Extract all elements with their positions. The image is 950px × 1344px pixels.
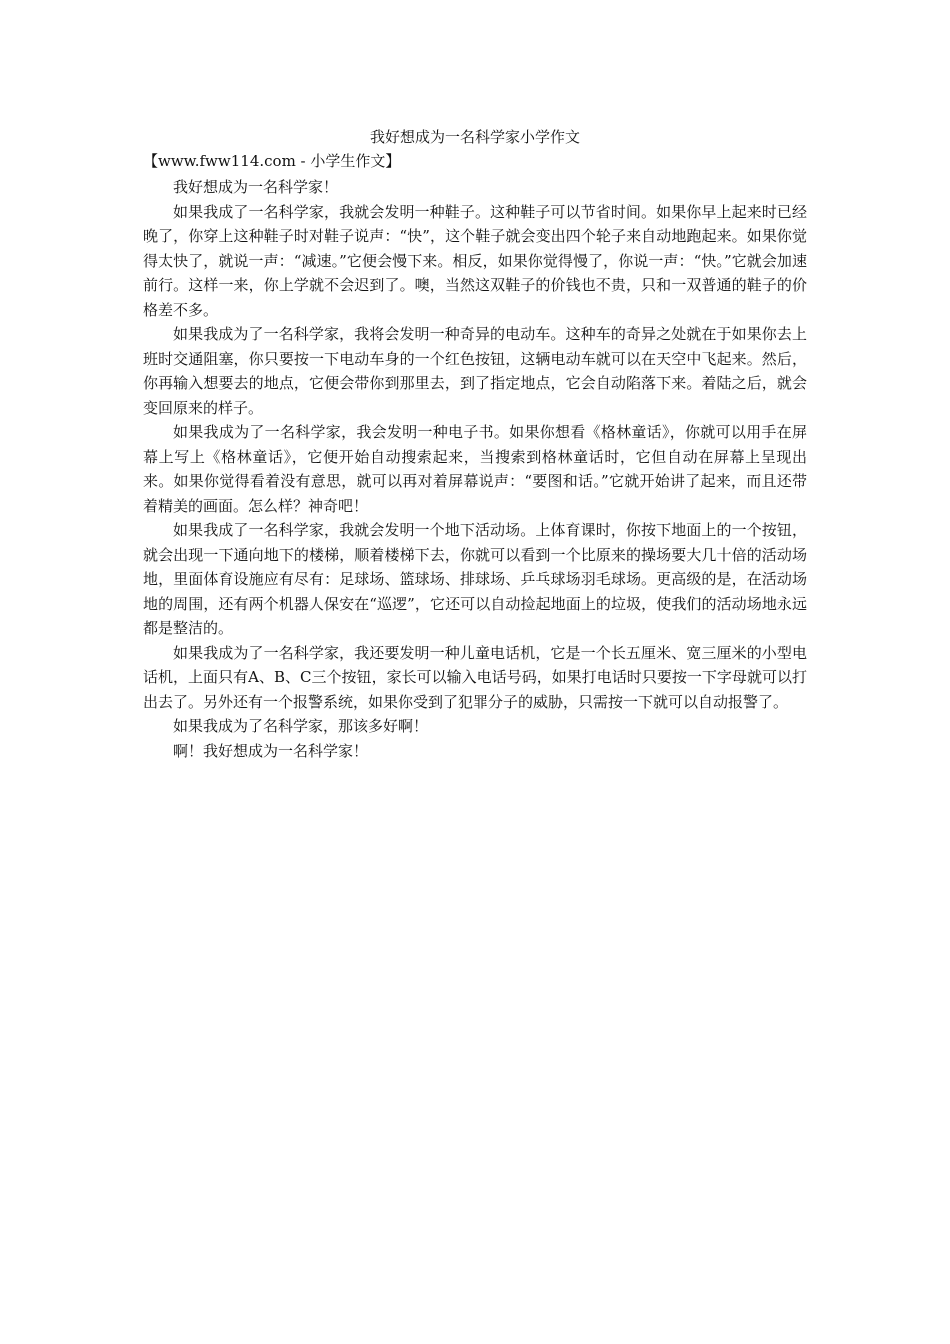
source-line: 【www.fww114.com - 小学生作文】 (143, 152, 401, 170)
paragraph-shoes: 如果我成了一名科学家，我就会发明一种鞋子。这种鞋子可以节省时间。如果你早上起来时已经晚了，你穿上这种鞋子时对鞋子说声：“快”，这个鞋子就会变出四个轮子来自动地跑起来。如果你觉得太快了，就说一声：“减速。”它便会慢下来。相反，如果你觉得慢了，你说一声：“快。”它就会加速前行。这样一来，你上学就不会迟到了。噢，当然这双鞋子的价钱也不贵，只和一双普通的鞋子的价格差不多。 (143, 202, 807, 319)
document-title: 我好想成为一名科学家小学作文 (369, 128, 580, 146)
paragraph-children-phone: 如果我成为了一名科学家，我还要发明一种儿童电话机，它是一个长五厘米、宽三厘米的小型电话机，上面只有A、B、C三个按钮，家长可以输入电话号码，如果打电话时只要按一下字母就可以打出去了。另外还有一个报警系统，如果你受到了犯罪分子的威胁，只需按一下就可以自动报警了。 (143, 643, 807, 711)
paragraph-wish: 如果我成为了名科学家，那该多好啊！ (173, 717, 429, 735)
paragraph-intro: 我好想成为一名科学家！ (173, 178, 339, 196)
paragraph-ebook: 如果我成为了一名科学家，我会发明一种电子书。如果你想看《格林童话》，你就可以用手在屏幕上写上《格林童话》，它便开始自动搜索起来，当搜索到格林童话时，它但自动在屏幕上呈现出来。如果你觉得看着没有意思，就可以再对着屏幕说声：“要图和话。”它就开始讲了起来，而且还带着精美的画面。怎么样？神奇吧！ (143, 423, 807, 515)
paragraph-closing: 啊！我好想成为一名科学家！ (173, 741, 369, 760)
paragraph-electric-car: 如果我成为了一名科学家，我将会发明一种奇异的电动车。这种车的奇异之处就在于如果你去上班时交通阻塞，你只要按一下电动车身的一个红色按钮，这辆电动车就可以在天空中飞起来。然后，你再输入想要去的地点，它便会带你到那里去，到了指定地点，它会自动陷落下来。着陆之后，就会变回原来的样子。 (143, 325, 807, 417)
essay-body (143, 175, 807, 763)
paragraph-underground-playground: 如果我成了一名科学家，我就会发明一个地下活动场。上体育课时，你按下地面上的一个按钮，就会出现一下通向地下的楼梯，顺着楼梯下去，你就可以看到一个比原来的操场要大几十倍的活动场地，里面体育设施应有尽有：足球场、篮球场、排球场、乒乓球场羽毛球场。更高级的是，在活动场地的周围，还有两个机器人保安在“巡逻”，它还可以自动捡起地面上的垃圾，使我们的活动场地永远都是整洁的。 (143, 521, 807, 637)
